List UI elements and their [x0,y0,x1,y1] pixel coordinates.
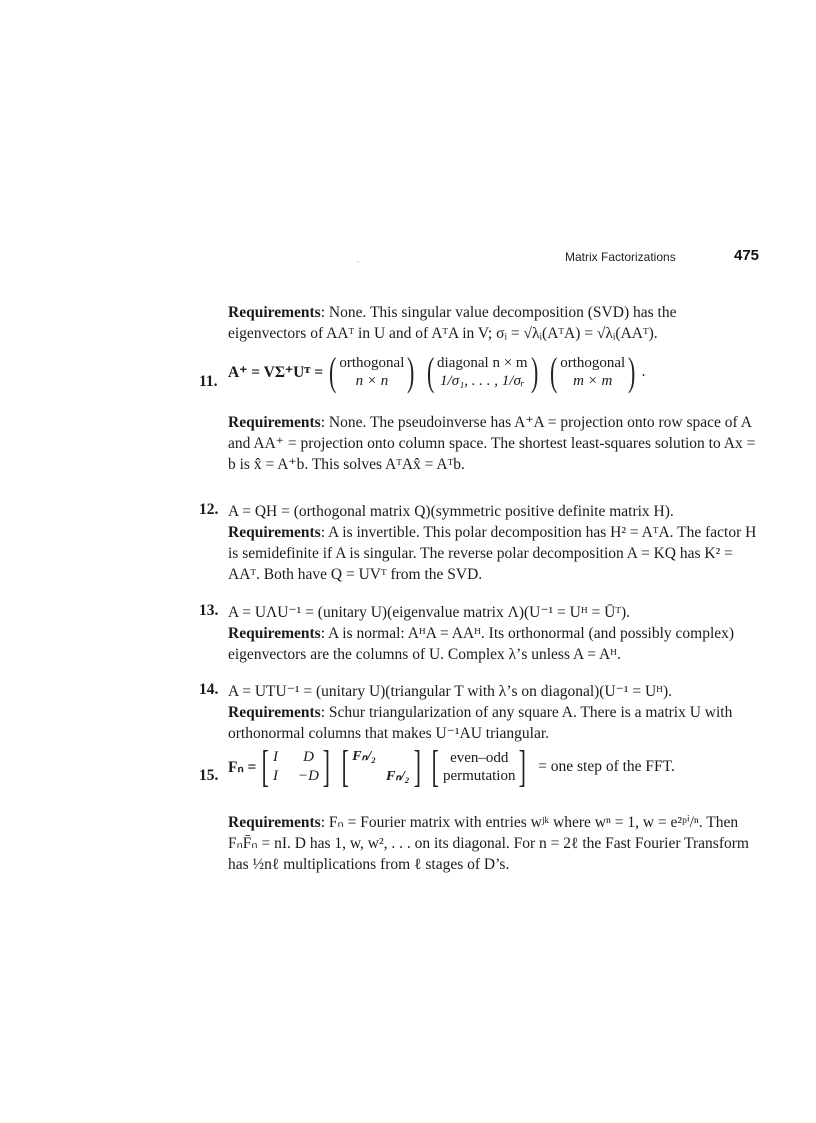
requirements-text: A is invertible. This polar decomposition has H² = AᵀA. The factor H is semidefinite if A is singular. The reverse polar decomposition A = KQ has K² = AAᵀ. Both have Q = UVᵀ from the SVD. [228,524,757,583]
matrix-text [352,767,376,787]
matrix-text: I [273,768,279,784]
matrix-text: Fₙ/₂ [352,749,376,764]
matrix-text: D [303,749,314,765]
matrix-text: even–odd [450,750,509,766]
item-number: 13. [199,602,219,619]
matrix-text: −D [298,768,319,784]
pseudoinverse-requirements: Requirements: None. The pseudoinverse has A⁺A = projection onto row space of A and AA⁺ = projection onto column space. The shortest least-squares solution to Ax = b is x̂ = A⁺b. This solves AᵀAx̂ = Aᵀb. [228,414,756,473]
requirements-label: Requirements [228,304,321,321]
formula-rhs: = one step of the FFT. [538,758,675,775]
matrix-text: 1/σ₁, . . . , 1/σᵣ [440,373,525,389]
item-number: 14. [199,681,219,698]
page-number: 475 [734,247,760,264]
formula-lhs: A⁺ = VΣ⁺Uᵀ = [228,363,324,381]
matrix-text [386,747,410,767]
factorization-line: A = QH = (orthogonal matrix Q)(symmetric positive definite matrix H). [228,503,674,520]
requirements-text: A is normal: AᴴA = AAᴴ. Its orthonormal (and possibly complex) eigenvectors are the columns of U. Complex λ’s unless A = Aᴴ. [228,625,735,663]
item-number: 12. [199,501,219,518]
matrix-i-d: [ I D I −D ] [262,742,330,791]
requirements-label: Requirements [228,414,321,431]
formula-lhs: Fₙ = [228,758,257,776]
item-number: 15. [199,767,219,784]
svd-requirements: Requirements: None. This singular value decomposition (SVD) has the eigenvectors of AAᵀ in U and of AᵀA in V; σᵢ = √λᵢ(AᵀA) = √λᵢ(AAᵀ). [228,304,677,342]
matrix-text: diagonal n × m [437,355,528,371]
fft-formula [228,742,675,791]
pseudoinverse-formula: A⁺ = VΣ⁺Uᵀ = ( orthogonal n × n ) ( diagonal n × m 1/σ₁, . . . , 1/σᵣ ) ( orthogonal m × m ) . [228,349,646,394]
matrix-text: orthogonal [339,355,405,371]
requirements-text: Schur triangularization of any square A. There is a matrix U with orthonormal columns that makes U⁻¹AU triangular. [228,704,733,742]
item-number: 11. [199,373,218,390]
requirements-text: None. This singular value decomposition (SVD) has the eigenvectors of AAᵀ in U and of AᵀA in V; σᵢ = √λᵢ(AᵀA) = √λᵢ(AAᵀ). [228,304,677,342]
matrix-permutation: [ even–odd permutation ] [431,742,527,791]
matrix-text: n × n [355,373,389,389]
polar-decomposition: A = QH = (orthogonal matrix Q)(symmetric positive definite matrix H). Requirements: A is invertible. This polar decomposition has H² = AᵀA. The factor H is semidefinite if A is singular. The reverse polar decomposition A = KQ has K² = AAᵀ. Both have Q = UVᵀ from the SVD. [228,503,757,583]
matrix-text: I [273,749,279,765]
requirements-label: Requirements [228,625,321,642]
factorization-line: A = UΛU⁻¹ = (unitary U)(eigenvalue matrix Λ)(U⁻¹ = Uᴴ = Ūᵀ). [228,604,631,621]
matrix-text: m × m [573,373,613,389]
requirements-label: Requirements [228,704,321,721]
matrix-orthogonal-m: ( orthogonal m × m ) [549,349,636,394]
matrix-text: Fₙ/₂ [385,769,410,784]
fft-requirements: Requirements: Fₙ = Fourier matrix with entries wʲᵏ where wⁿ = 1, w = e²ᵖⁱ/ⁿ. Then FₙF̄ₙ = nI. D has 1, w, w², . . . on its diagonal. For n = 2ℓ the Fast Fourier Transform has ½nℓ multiplications from ℓ stages of D’s. [228,814,749,873]
matrix-orthogonal-n: ( orthogonal n × n ) [329,349,415,394]
schur-factorization: A = UTU⁻¹ = (unitary U)(triangular T with λ’s on diagonal)(U⁻¹ = Uᴴ). Requirements: Schur triangularization of any square A. There is a matrix U with orthonormal columns that makes U⁻¹AU triangular. [228,683,733,742]
requirements-text: None. The pseudoinverse has A⁺A = projection onto row space of A and AA⁺ = projection onto column space. The shortest least-squares solution to Ax = b is x̂ = A⁺b. This solves AᵀAx̂ = Aᵀb. [228,414,756,473]
normal-matrix-factorization: A = UΛU⁻¹ = (unitary U)(eigenvalue matrix Λ)(U⁻¹ = Uᴴ = Ūᵀ). Requirements: A is normal: AᴴA = AAᴴ. Its orthonormal (and possibly complex) eigenvectors are the columns of U. Complex λ’s unless A = Aᴴ. [228,604,735,663]
requirements-label: Requirements [228,524,321,541]
requirements-label: Requirements [228,814,321,831]
matrix-half-fourier: [ Fₙ/₂ Fₙ/₂ ] [341,742,421,791]
matrix-diagonal: ( diagonal n × m 1/σ₁, . . . , 1/σᵣ ) [426,349,538,394]
stray-dot: . [357,255,359,264]
running-header: Matrix Factorizations [565,250,676,264]
requirements-text: Fₙ = Fourier matrix with entries wʲᵏ where wⁿ = 1, w = e²ᵖⁱ/ⁿ. Then FₙF̄ₙ = nI. D has 1, w, w², . . . on its diagonal. For n = 2ℓ the Fast Fourier Transform has ½nℓ multiplications from ℓ stages of D’s. [228,814,749,873]
matrix-text: orthogonal [560,355,626,371]
matrix-text: permutation [442,768,516,784]
factorization-line: A = UTU⁻¹ = (unitary U)(triangular T with λ’s on diagonal)(U⁻¹ = Uᴴ). [228,683,673,700]
